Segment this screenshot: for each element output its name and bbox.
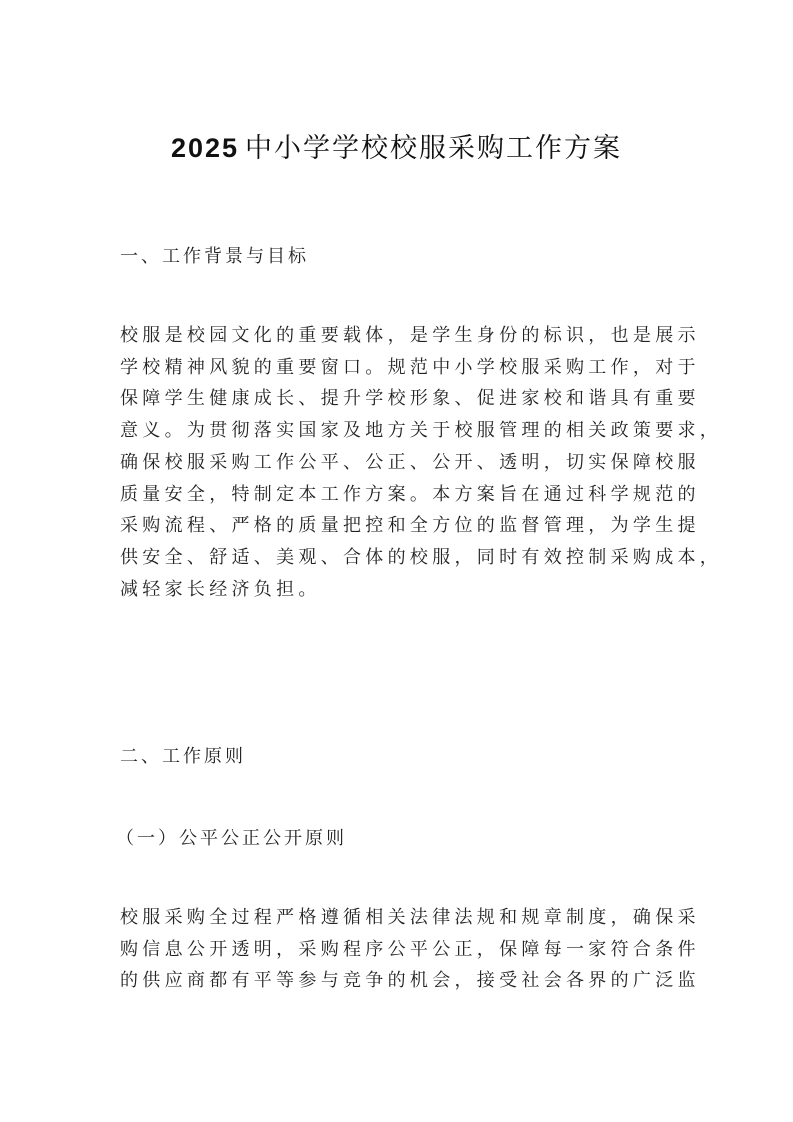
paragraph-line: 的供应商都有平等参与竞争的机会，接受社会各界的广泛监 — [120, 970, 700, 992]
section-1-paragraph — [120, 320, 723, 605]
paragraph-line: 学校精神风貌的重要窗口。规范中小学校服采购工作，对于 — [120, 356, 700, 378]
paragraph-line: 意义。为贯彻落实国家及地方关于校服管理的相关政策要求， — [120, 420, 723, 442]
paragraph-line: 确保校服采购工作公平、公正、公开、透明，切实保障校服 — [120, 451, 700, 473]
paragraph-line: 供安全、舒适、美观、合体的校服，同时有效控制采购成本， — [120, 546, 723, 568]
paragraph-line: 采购流程、严格的质量把控和全方位的监督管理，为学生提 — [120, 515, 700, 537]
paragraph-line: 购信息公开透明，采购程序公平公正，保障每一家符合条件 — [120, 938, 700, 960]
paragraph-line: 校服是校园文化的重要载体，是学生身份的标识，也是展示 — [120, 325, 700, 346]
section-heading-2: 二、工作原则 — [120, 746, 246, 767]
paragraph-line: 减轻家长经济负担。 — [120, 578, 321, 600]
document-title — [0, 126, 793, 165]
paragraph-line: 校服采购全过程严格遵循相关法律法规和规章制度，确保采 — [120, 907, 700, 928]
title-text: 中小学学校校服采购工作方案 — [245, 133, 623, 164]
paragraph-line: 质量安全，特制定本工作方案。本方案旨在通过科学规范的 — [120, 483, 700, 505]
paragraph-line: 保障学生健康成长、提升学校形象、促进家校和谐具有重要 — [120, 388, 700, 410]
section-2-paragraph — [120, 902, 700, 997]
title-year: 2025 — [170, 133, 240, 163]
subsection-heading-1: （一）公平公正公开原则 — [116, 828, 347, 849]
section-heading-1: 一、工作背景与目标 — [120, 246, 309, 267]
